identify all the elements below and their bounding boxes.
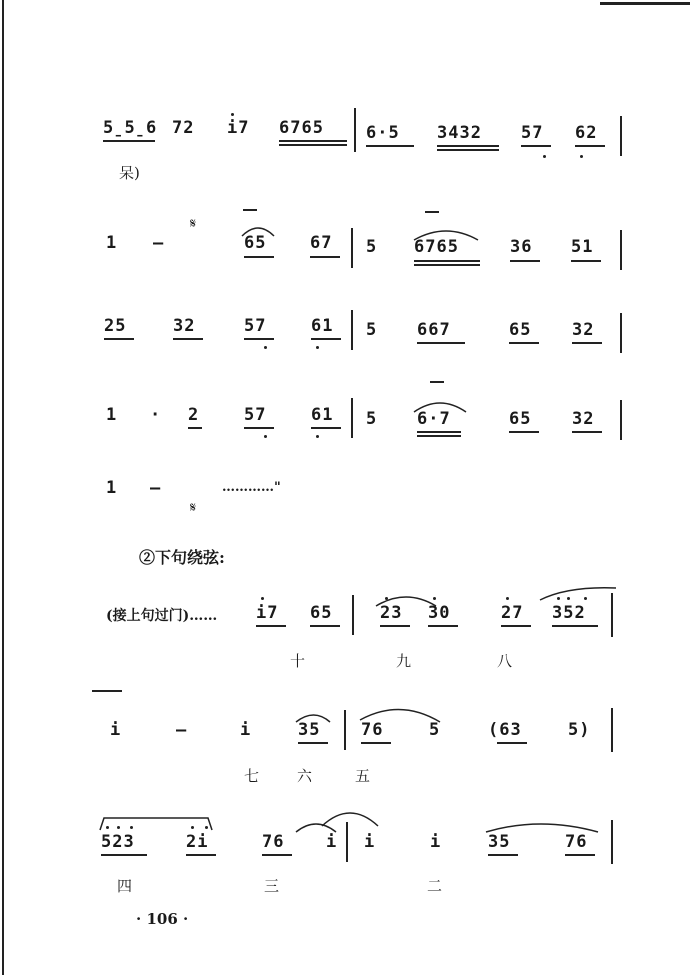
- section-heading: ②下句绕弦:: [139, 548, 225, 567]
- count-character: 十: [290, 652, 306, 670]
- segno-sign: 𝄋: [190, 500, 197, 516]
- note-group: 25: [104, 316, 127, 336]
- note-group: 523: [101, 832, 135, 852]
- note-group: 1: [106, 233, 118, 253]
- note-group: 6·5: [366, 123, 400, 143]
- note-group: i: [326, 832, 338, 852]
- count-character: 六: [297, 767, 313, 785]
- page-number: · 106 ·: [136, 910, 189, 928]
- slur: [414, 403, 466, 412]
- note-group: 65: [509, 320, 532, 340]
- note-group: (63: [488, 720, 522, 740]
- transition-prefix: (接上句过门)……: [106, 608, 218, 624]
- count-character: 九: [396, 652, 412, 670]
- note-group: 32: [572, 320, 595, 340]
- note-group: 352: [552, 603, 586, 623]
- slur: [376, 597, 436, 606]
- slur: [322, 813, 378, 826]
- slur: [296, 824, 336, 832]
- note-group: 65: [310, 603, 333, 623]
- slur: [360, 709, 440, 722]
- slur: [100, 818, 212, 830]
- note-group: 57: [244, 316, 267, 336]
- note-group: 61: [311, 405, 334, 425]
- note-group: 35: [488, 832, 511, 852]
- note-group: 76: [262, 832, 285, 852]
- note-group: 57: [521, 123, 544, 143]
- slur: [540, 588, 616, 600]
- note-group: 32: [572, 409, 595, 429]
- note-group: 6765: [279, 118, 324, 138]
- note-group: 5: [429, 720, 441, 740]
- note-group: 23: [380, 603, 403, 623]
- note-group: i: [110, 720, 122, 740]
- segno-sign: 𝄋: [190, 216, 197, 232]
- note-group: 65: [509, 409, 532, 429]
- note-group: 36: [510, 237, 533, 257]
- note-group: 667: [417, 320, 451, 340]
- note-group: 1: [106, 405, 118, 425]
- note-group: 5: [366, 237, 378, 257]
- note-group: 5̱5̱6: [103, 118, 158, 138]
- count-character: 五: [355, 767, 371, 785]
- note-group: —: [153, 233, 165, 253]
- note-group: 51: [571, 237, 594, 257]
- slur: [296, 715, 330, 722]
- note-group: 76: [565, 832, 588, 852]
- count-character: 四: [117, 877, 133, 895]
- note-group: 5: [366, 320, 378, 340]
- note-group: —: [150, 478, 162, 498]
- lyric-text: 呆): [119, 164, 140, 182]
- note-group: 5): [568, 720, 591, 740]
- note-group: 32: [173, 316, 196, 336]
- note-group: 30: [428, 603, 451, 623]
- note-group: 65: [244, 233, 267, 253]
- note-group: 61: [311, 316, 334, 336]
- count-character: 七: [244, 767, 260, 785]
- note-group: 2: [188, 405, 200, 425]
- note-group: 35: [298, 720, 321, 740]
- count-character: 八: [497, 652, 513, 670]
- slur: [486, 824, 598, 832]
- note-group: i: [240, 720, 252, 740]
- note-group: i: [430, 832, 442, 852]
- note-group: i7: [256, 603, 279, 623]
- note-group: i7: [227, 118, 250, 138]
- note-group: ·: [150, 405, 162, 425]
- note-group: 27: [501, 603, 524, 623]
- note-group: 3432: [437, 123, 482, 143]
- note-group: 2i: [186, 832, 209, 852]
- slur: [242, 228, 274, 236]
- ellipsis-continuation: …………": [222, 480, 281, 495]
- note-group: 6·7: [417, 409, 451, 429]
- count-character: 三: [264, 877, 280, 895]
- note-group: 72: [172, 118, 195, 138]
- slur: [414, 231, 478, 240]
- note-group: 1: [106, 478, 118, 498]
- note-group: i: [364, 832, 376, 852]
- count-character: 二: [427, 877, 443, 895]
- note-group: 6765: [414, 237, 459, 257]
- note-group: 5: [366, 409, 378, 429]
- note-group: 62: [575, 123, 598, 143]
- note-group: —: [176, 720, 188, 740]
- note-group: 67: [310, 233, 333, 253]
- note-group: 57: [244, 405, 267, 425]
- note-group: 76: [361, 720, 384, 740]
